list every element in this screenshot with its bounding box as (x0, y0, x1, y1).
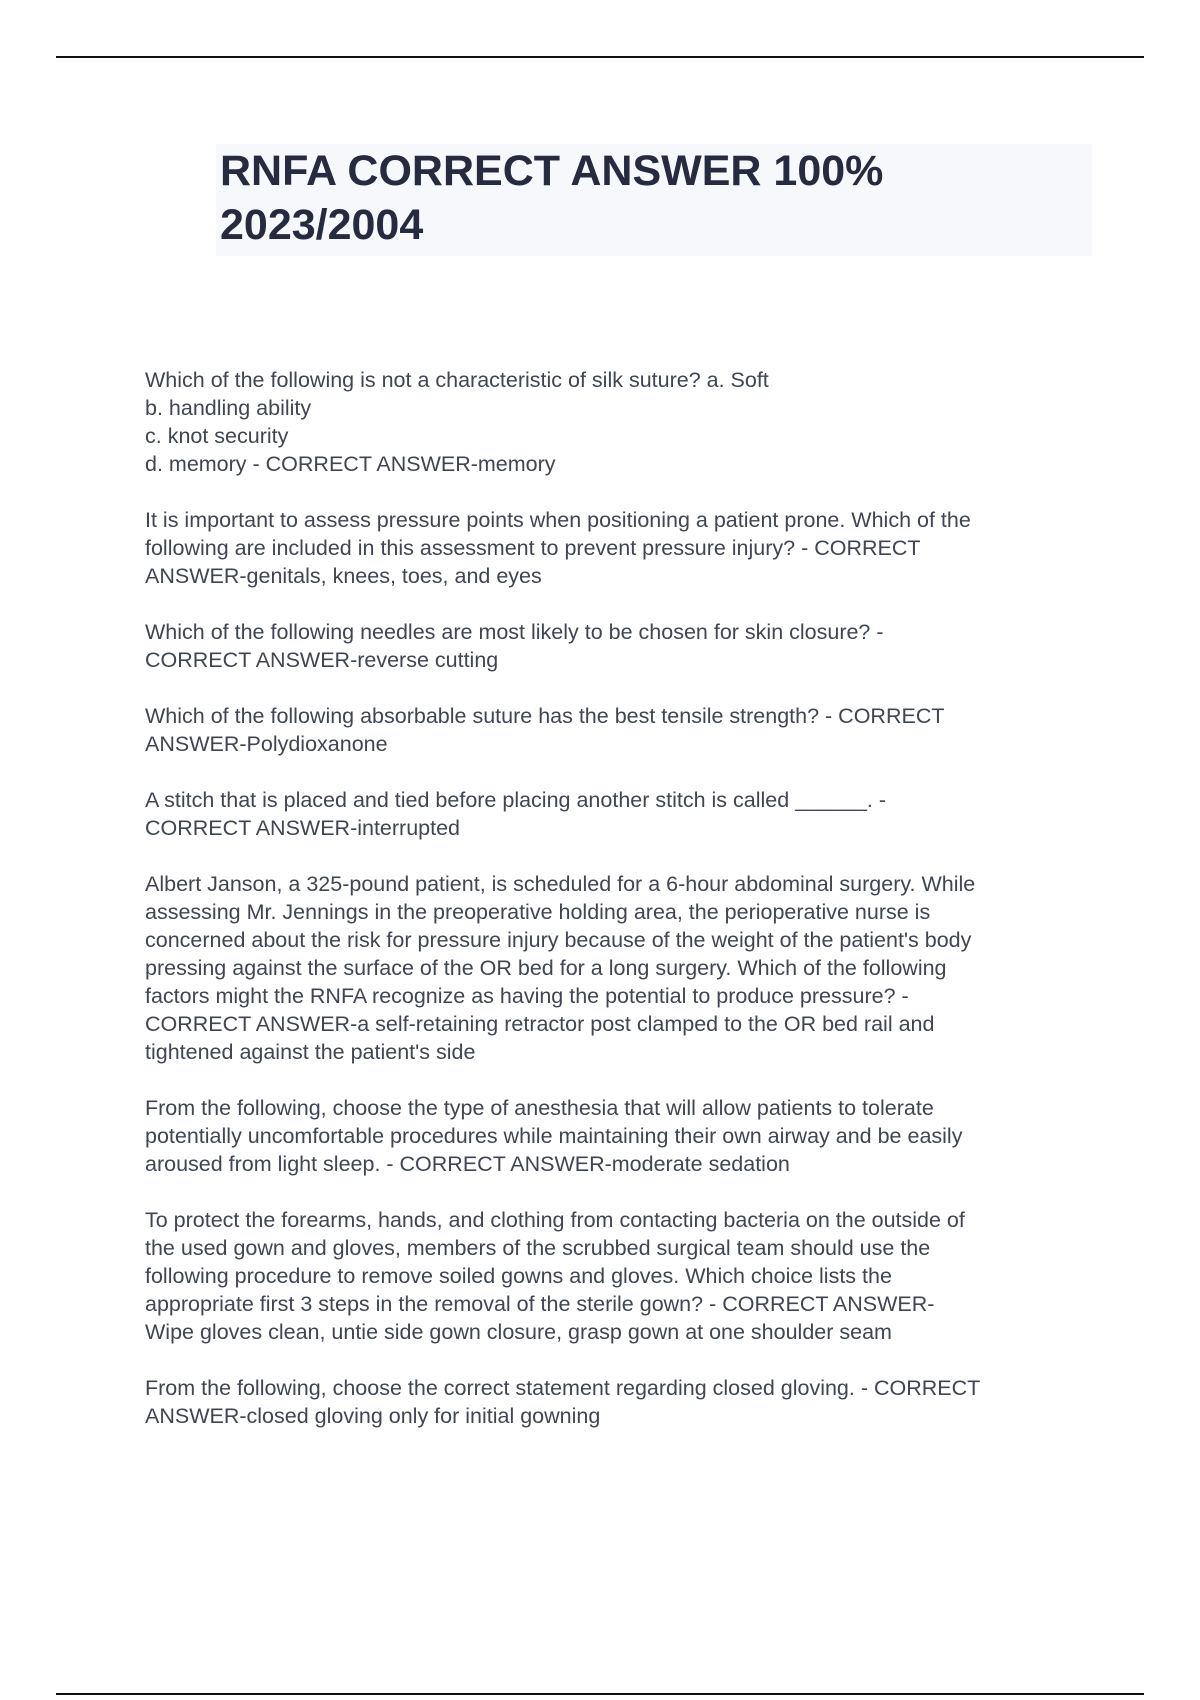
qa-line: It is important to assess pressure points when positioning a patient prone. Which of the (145, 508, 971, 532)
qa-line: Wipe gloves clean, untie side gown closure, grasp gown at one shoulder seam (145, 1320, 892, 1344)
qa-line: tightened against the patient's side (145, 1040, 476, 1064)
qa-item (145, 786, 1145, 842)
qa-item (145, 870, 1145, 1066)
qa-line: Which of the following needles are most likely to be chosen for skin closure? - (145, 620, 884, 644)
qa-item (145, 702, 1145, 758)
qa-item (145, 366, 1145, 478)
qa-line: CORRECT ANSWER-interrupted (145, 816, 461, 840)
qa-line: From the following, choose the type of anesthesia that will allow patients to tolerate (145, 1096, 934, 1120)
qa-line: CORRECT ANSWER-a self-retaining retractor post clamped to the OR bed rail and (145, 1012, 935, 1036)
qa-line: ANSWER-closed gloving only for initial gowning (145, 1404, 601, 1428)
qa-item (145, 618, 1145, 674)
bottom-rule (56, 1693, 1144, 1695)
qa-line: potentially uncomfortable procedures while maintaining their own airway and be easily (145, 1124, 963, 1148)
qa-item (145, 1374, 1145, 1430)
qa-line: aroused from light sleep. - CORRECT ANSWER-moderate sedation (145, 1152, 790, 1176)
qa-line: appropriate first 3 steps in the removal of the sterile gown? - CORRECT ANSWER- (145, 1292, 935, 1316)
qa-line: Which of the following absorbable suture has the best tensile strength? - CORRECT (145, 704, 945, 728)
qa-line: b. handling ability (145, 396, 312, 420)
qa-line: Albert Janson, a 325-pound patient, is scheduled for a 6-hour abdominal surgery. While (145, 872, 976, 896)
qa-line: ANSWER-genitals, knees, toes, and eyes (145, 564, 542, 588)
title-line: RNFA CORRECT ANSWER 100% (220, 147, 884, 195)
title-line: 2023/2004 (220, 201, 424, 249)
qa-line: following are included in this assessment to prevent pressure injury? - CORRECT (145, 536, 921, 560)
qa-item (145, 1206, 1145, 1346)
qa-line: pressing against the surface of the OR bed for a long surgery. Which of the following (145, 956, 947, 980)
qa-line: ANSWER-Polydioxanone (145, 732, 388, 756)
qa-line: From the following, choose the correct statement regarding closed gloving. - CORRECT (145, 1376, 981, 1400)
qa-line: factors might the RNFA recognize as having the potential to produce pressure? - (145, 984, 909, 1008)
qa-line: A stitch that is placed and tied before placing another stitch is called ______. - (145, 788, 887, 812)
qa-line: following procedure to remove soiled gowns and gloves. Which choice lists the (145, 1264, 892, 1288)
top-rule (56, 56, 1144, 58)
qa-list (145, 366, 1145, 1458)
qa-line: Which of the following is not a characteristic of silk suture? a. Soft (145, 368, 769, 392)
qa-line: CORRECT ANSWER-reverse cutting (145, 648, 499, 672)
qa-item (145, 1094, 1145, 1178)
qa-item (145, 506, 1145, 590)
qa-line: c. knot security (145, 424, 289, 448)
qa-line: d. memory - CORRECT ANSWER-memory (145, 452, 556, 476)
qa-line: concerned about the risk for pressure injury because of the weight of the patient's body (145, 928, 972, 952)
qa-line: To protect the forearms, hands, and clothing from contacting bacteria on the outside of (145, 1208, 965, 1232)
qa-line: assessing Mr. Jennings in the preoperative holding area, the perioperative nurse is (145, 900, 931, 924)
document-title (216, 144, 1092, 256)
qa-line: the used gown and gloves, members of the scrubbed surgical team should use the (145, 1236, 931, 1260)
